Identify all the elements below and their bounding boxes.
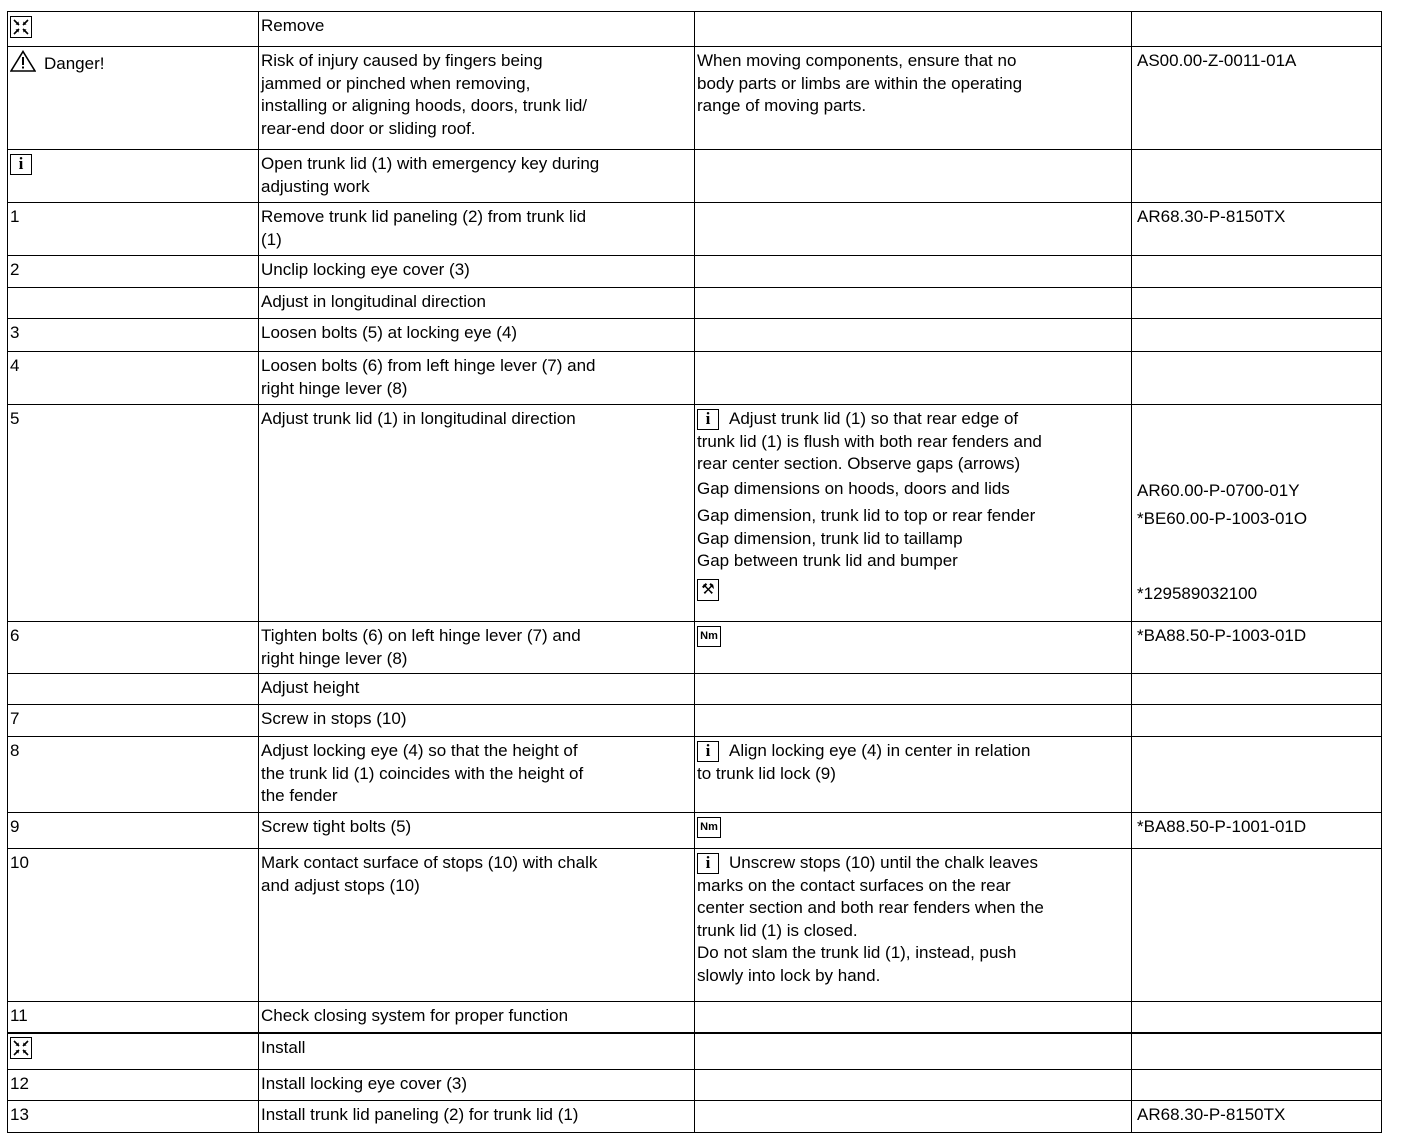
note-cell: [695, 705, 1132, 737]
step-cell: [8, 288, 259, 319]
step-cell: [8, 12, 259, 47]
step-number: 3: [10, 323, 20, 342]
info-icon: i: [10, 154, 32, 175]
step-cell: [8, 705, 259, 737]
procedure-row: [8, 1070, 1382, 1101]
note-text: [697, 740, 1129, 763]
note-text: center section and both rear fenders when the: [697, 898, 1044, 917]
action-cell: [259, 674, 695, 705]
action-cell: [259, 47, 695, 150]
action-cell: [259, 288, 695, 319]
procedure-row: [8, 1002, 1382, 1033]
note-text-first: Unscrew stops (10) until the chalk leaves: [729, 853, 1038, 872]
remove-install-icon: [10, 16, 32, 38]
step-cell: [8, 674, 259, 705]
note-text: Gap between trunk lid and bumper: [697, 551, 958, 570]
step-number: 7: [10, 709, 20, 728]
procedure-table-body: [8, 12, 1382, 1133]
step-number: 12: [10, 1074, 29, 1093]
action-text: adjusting work: [261, 176, 370, 196]
procedure-row: [8, 849, 1382, 1002]
action-text: Adjust height: [261, 678, 360, 697]
action-text: Remove: [261, 16, 325, 35]
action-text: Adjust in longitudinal direction: [261, 292, 486, 311]
action-text: Risk of injury caused by fingers being: [261, 51, 543, 70]
step-cell: [8, 1002, 259, 1033]
note-text: Gap dimension, trunk lid to top or rear fender: [697, 506, 1036, 525]
procedure-row: [8, 1101, 1382, 1133]
procedure-row: [8, 405, 1382, 622]
reference-link[interactable]: *129589032100: [1137, 584, 1258, 603]
reference-cell: [1132, 150, 1382, 203]
step-cell: [8, 47, 259, 150]
note-text: Gap dimensions on hoods, doors and lids: [697, 478, 1010, 498]
reference-cell: [1132, 1033, 1382, 1070]
reference-cell: [1132, 674, 1382, 705]
reference-link[interactable]: *BE60.00-P-1003-01O: [1137, 508, 1308, 528]
procedure-row: [8, 47, 1382, 150]
action-cell: [259, 737, 695, 813]
note-cell: [695, 1101, 1132, 1133]
action-text: Remove trunk lid paneling (2) from trunk lid: [261, 207, 587, 226]
step-number: 2: [10, 260, 20, 279]
action-text: the fender: [261, 786, 338, 805]
note-cell: [695, 203, 1132, 256]
reference-cell: [1132, 47, 1382, 150]
note-cell: [695, 12, 1132, 47]
reference-cell: [1132, 319, 1382, 352]
step-cell: [8, 622, 259, 674]
action-text: Adjust locking eye (4) so that the height of: [261, 741, 578, 760]
step-number: 13: [10, 1105, 29, 1124]
note-text: trunk lid (1) is closed.: [697, 920, 858, 940]
action-cell: [259, 1002, 695, 1033]
reference-cell: [1132, 849, 1382, 1002]
procedure-row: [8, 737, 1382, 813]
note-text: body parts or limbs are within the operating: [697, 73, 1023, 93]
note-cell: [695, 150, 1132, 203]
note-cell: [695, 1033, 1132, 1070]
step-cell: [8, 203, 259, 256]
step-cell: [8, 849, 259, 1002]
note-text: range of moving parts.: [697, 96, 867, 115]
step-cell: [8, 352, 259, 405]
action-text: Screw tight bolts (5): [261, 817, 412, 836]
procedure-row: [8, 674, 1382, 705]
reference-cell: [1132, 1002, 1382, 1033]
reference-cell: [1132, 405, 1382, 622]
procedure-row: [8, 813, 1382, 849]
action-text: right hinge lever (8): [261, 378, 408, 398]
action-text: (1): [261, 229, 282, 249]
note-text: Do not slam the trunk lid (1), instead, push: [697, 943, 1017, 962]
step-number: 4: [10, 356, 20, 375]
action-cell: [259, 203, 695, 256]
reference-cell: [1132, 352, 1382, 405]
step-cell: [8, 256, 259, 288]
action-cell: [259, 256, 695, 288]
procedure-row: [8, 1033, 1382, 1070]
note-cell: [695, 1070, 1132, 1101]
reference-cell: [1132, 622, 1382, 674]
action-cell: [259, 352, 695, 405]
reference-cell: [1132, 705, 1382, 737]
action-text: Install locking eye cover (3): [261, 1074, 467, 1093]
info-icon: i: [697, 853, 719, 874]
step-number: 1: [10, 207, 20, 226]
note-text: When moving components, ensure that no: [697, 51, 1017, 70]
procedure-row: [8, 256, 1382, 288]
procedure-row: [8, 288, 1382, 319]
note-cell: [695, 352, 1132, 405]
step-cell: [8, 1070, 259, 1101]
note-cell: [695, 256, 1132, 288]
step-cell: [8, 150, 259, 203]
action-cell: [259, 849, 695, 1002]
action-text: Loosen bolts (6) from left hinge lever (7) and: [261, 356, 596, 375]
procedure-row: [8, 705, 1382, 737]
note-text: marks on the contact surfaces on the rear: [697, 875, 1011, 895]
action-text: installing or aligning hoods, doors, trunk lid/: [261, 96, 588, 115]
procedure-row: [8, 150, 1382, 203]
action-text: the trunk lid (1) coincides with the height of: [261, 763, 584, 783]
action-cell: [259, 705, 695, 737]
procedure-row: [8, 622, 1382, 674]
step-number: 10: [10, 853, 29, 872]
action-text: jammed or pinched when removing,: [261, 73, 531, 93]
step-cell: [8, 737, 259, 813]
action-text: Install trunk lid paneling (2) for trunk lid (1): [261, 1105, 579, 1124]
note-tool-line: [697, 579, 1129, 602]
action-cell: [259, 12, 695, 47]
info-icon: i: [697, 409, 719, 430]
action-cell: [259, 319, 695, 352]
reference-link[interactable]: AR68.30-P-8150TX: [1137, 207, 1286, 226]
note-cell: [695, 319, 1132, 352]
action-text: Install: [261, 1037, 306, 1057]
torque-nm-icon: Nm: [697, 817, 721, 838]
reference-cell: [1132, 1070, 1382, 1101]
action-text: Check closing system for proper function: [261, 1006, 569, 1025]
warning-triangle-icon: [10, 54, 36, 73]
reference-cell: [1132, 203, 1382, 256]
special-tool-icon: ⚒: [697, 579, 719, 601]
step-number: 9: [10, 817, 20, 836]
procedure-row: [8, 203, 1382, 256]
step-cell: [8, 1101, 259, 1133]
action-text: Loosen bolts (5) at locking eye (4): [261, 323, 518, 342]
procedure-row: [8, 352, 1382, 405]
step-cell: [8, 405, 259, 622]
note-cell: [695, 405, 1132, 622]
note-text: slowly into lock by hand.: [697, 965, 881, 985]
action-text: and adjust stops (10): [261, 875, 420, 895]
note-text: [697, 852, 1129, 875]
note-text-first: Adjust trunk lid (1) so that rear edge of: [729, 409, 1019, 428]
note-cell: [695, 47, 1132, 150]
reference-link[interactable]: AR60.00-P-0700-01Y: [1137, 481, 1300, 500]
reference-cell: [1132, 813, 1382, 849]
action-cell: [259, 1070, 695, 1101]
procedure-row: [8, 12, 1382, 47]
action-text: right hinge lever (8): [261, 648, 408, 668]
note-cell: [695, 813, 1132, 849]
reference-link[interactable]: AS00.00-Z-0011-01A: [1137, 51, 1297, 70]
remove-install-icon: [10, 1037, 32, 1059]
action-cell: [259, 622, 695, 674]
action-cell: [259, 405, 695, 622]
reference-link[interactable]: *BA88.50-P-1003-01D: [1137, 626, 1307, 645]
note-cell: [695, 622, 1132, 674]
danger-label: Danger!: [44, 54, 105, 73]
action-text: Unclip locking eye cover (3): [261, 260, 470, 279]
reference-cell: [1132, 1101, 1382, 1133]
reference-cell: [1132, 12, 1382, 47]
action-cell: [259, 150, 695, 203]
step-cell: [8, 1033, 259, 1070]
note-cell: [695, 1002, 1132, 1033]
torque-nm-icon: Nm: [697, 626, 721, 647]
action-text: Tighten bolts (6) on left hinge lever (7) and: [261, 626, 581, 645]
step-cell: [8, 813, 259, 849]
reference-link[interactable]: AR68.30-P-8150TX: [1137, 1105, 1286, 1124]
step-number: 8: [10, 741, 20, 760]
step-number: 11: [10, 1006, 28, 1025]
action-cell: [259, 1033, 695, 1070]
action-text: Screw in stops (10): [261, 709, 407, 728]
note-cell: [695, 288, 1132, 319]
note-text: Gap dimension, trunk lid to taillamp: [697, 528, 963, 548]
reference-cell: [1132, 288, 1382, 319]
action-text: Open trunk lid (1) with emergency key during: [261, 154, 600, 173]
note-text: trunk lid (1) is flush with both rear fenders and: [697, 431, 1042, 451]
note-text: [697, 408, 1129, 431]
reference-link[interactable]: *BA88.50-P-1001-01D: [1137, 817, 1307, 836]
step-number: 5: [10, 409, 20, 428]
action-cell: [259, 1101, 695, 1133]
note-cell: [695, 674, 1132, 705]
action-cell: [259, 813, 695, 849]
procedure-row: [8, 319, 1382, 352]
action-text: rear-end door or sliding roof.: [261, 118, 476, 138]
step-number: 6: [10, 626, 20, 645]
note-cell: [695, 737, 1132, 813]
note-text: to trunk lid lock (9): [697, 763, 836, 783]
note-text-first: Align locking eye (4) in center in relation: [729, 741, 1031, 760]
reference-cell: [1132, 256, 1382, 288]
action-text: Adjust trunk lid (1) in longitudinal direction: [261, 409, 576, 428]
note-text: rear center section. Observe gaps (arrows): [697, 454, 1021, 473]
step-cell: [8, 319, 259, 352]
procedure-table: [7, 11, 1382, 1133]
note-cell: [695, 849, 1132, 1002]
action-text: Mark contact surface of stops (10) with chalk: [261, 853, 598, 872]
info-icon: i: [697, 741, 719, 762]
reference-cell: [1132, 737, 1382, 813]
